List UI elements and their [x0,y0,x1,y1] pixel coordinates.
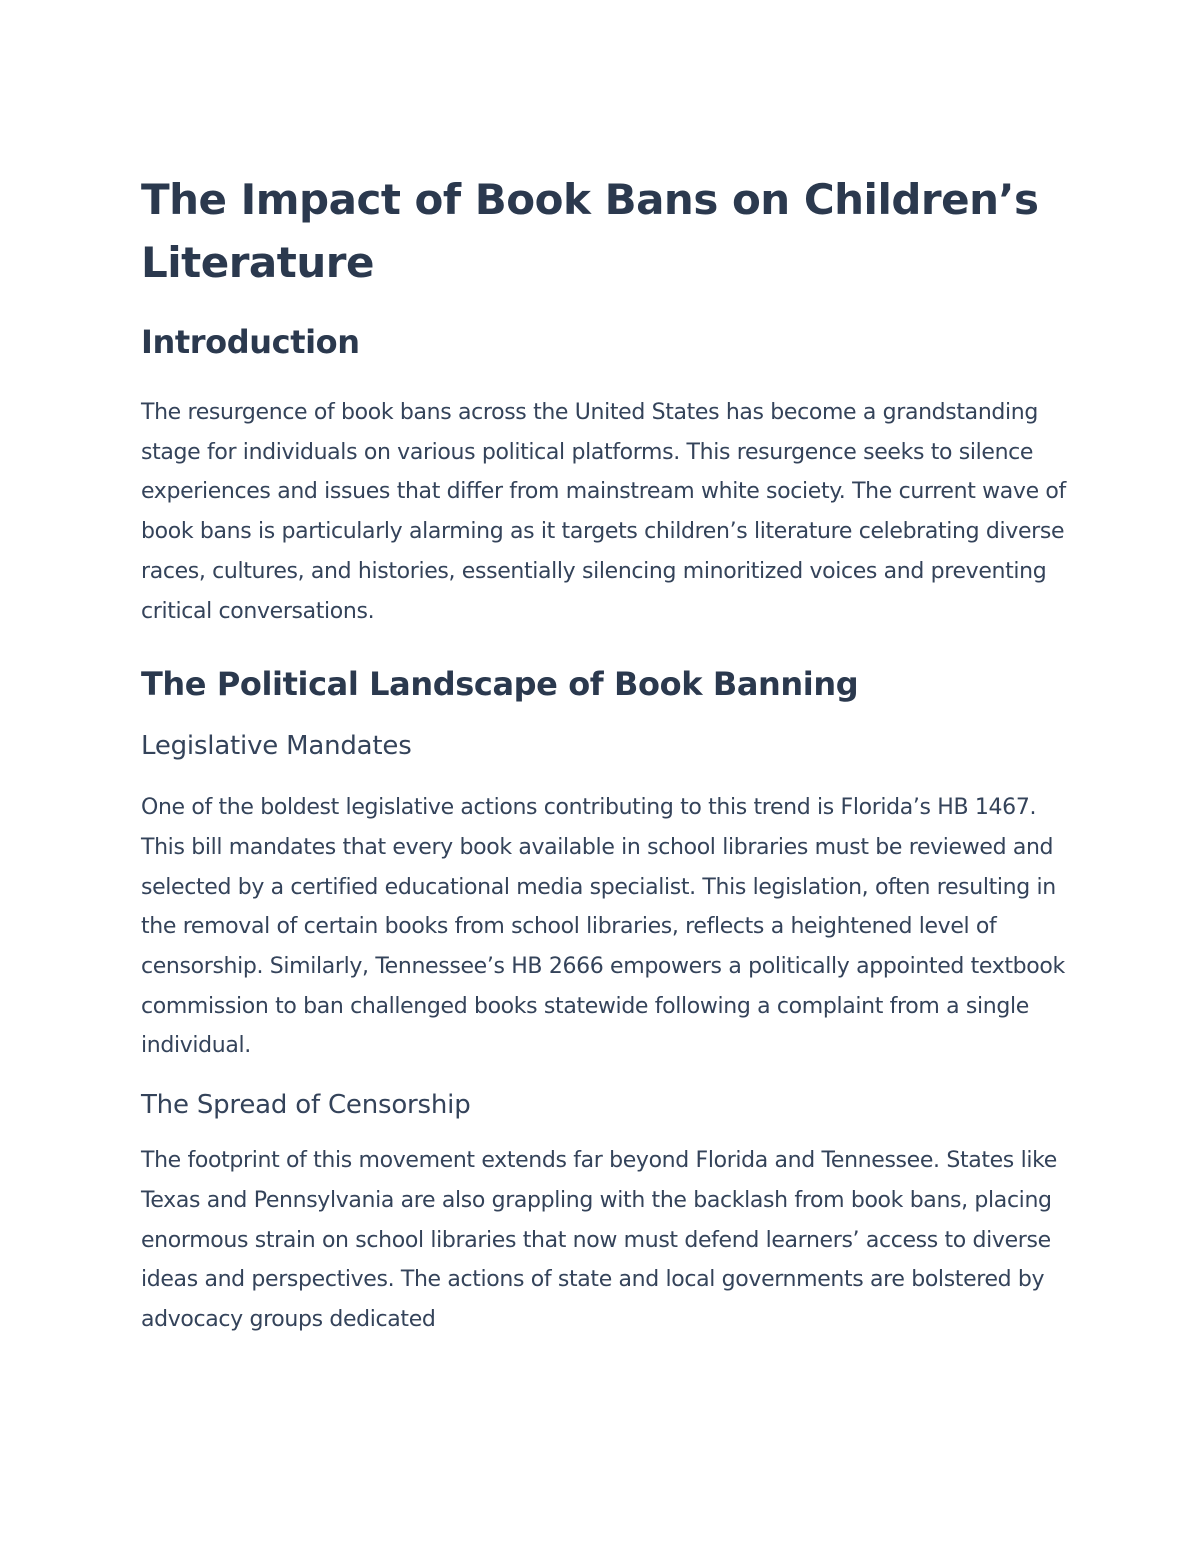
introduction-heading: Introduction [141,323,360,361]
spread-of-censorship-heading: The Spread of Censorship [141,1090,471,1121]
political-landscape-heading: The Political Landscape of Book Banning [141,665,859,704]
spread-of-censorship-paragraph: The footprint of this movement extends far beyond Florida and Tennessee. States like Texas and Pennsylvania are also grappling with the backlash from book bans, placing enormous strain on school libraries that now must defend learners’ access to diverse ideas and perspectives. The actions of state and local governments are bolstered by advocacy groups dedicated [141,1148,1057,1332]
legislative-mandates-paragraph: One of the boldest legislative actions contributing to this trend is Florida’s HB 1467. This bill mandates that every book available in school libraries must be reviewed and selected by a certified educational media specialist. This legislation, often resulting in the removal of certain books from school libraries, reflects a heightened level of censorship. Similarly, Tennessee’s HB 2666 empowers a politically appointed textbook commission to ban challenged books statewide following a complaint from a single individual. [141,795,1065,1059]
document-title: The Impact of Book Bans on Children’s Literature [141,175,1039,287]
document-page [141,168,1071,1340]
legislative-mandates-heading: Legislative Mandates [141,731,412,762]
introduction-paragraph: The resurgence of book bans across the United States has become a grandstanding stage for individuals on various political platforms. This resurgence seeks to silence experiences and issues that differ from mainstream white society. The current wave of book bans is particularly alarming as it targets children’s literature celebrating diverse races, cultures, and histories, essentially silencing minoritized voices and preventing critical conversations. [141,400,1066,624]
